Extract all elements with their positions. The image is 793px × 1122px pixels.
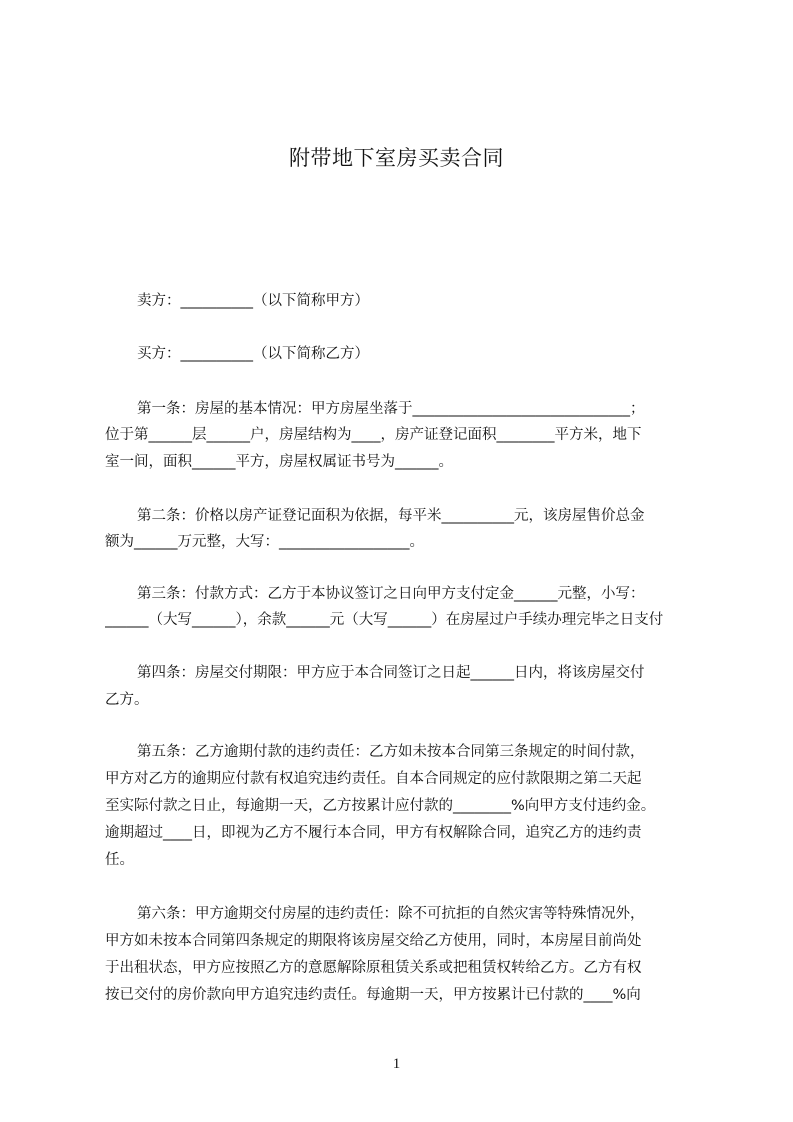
clause-6-line-2: 甲方如未按本合同第四条规定的期限将该房屋交给乙方使用，同时，本房屋目前尚处 [105,933,642,949]
seller-line: 卖方：__________（以下简称甲方） [137,293,369,309]
clause-6-line-4: 按已交付的房价款向甲方追究违约责任。每逾期一天，甲方按累计已付款的____%向 [105,987,641,1003]
clause-5-line-1: 第五条：乙方逾期付款的违约责任：乙方如未按本合同第三条规定的时间付款， [137,744,645,760]
clause-5-line-4: 逾期超过____日，即视为乙方不履行本合同，甲方有权解除合同，追究乙方的违约责 [105,825,642,841]
clause-1-line-1: 第一条：房屋的基本情况：甲方房屋坐落于______________________________； [137,401,645,417]
clause-6-line-3: 于出租状态，甲方应按照乙方的意愿解除原租赁关系或把租赁权转给乙方。乙方有权 [105,960,642,976]
buyer-line: 买方：__________（以下简称乙方） [137,346,369,362]
clause-6-line-1: 第六条：甲方逾期交付房屋的违约责任：除不可抗拒的自然灾害等特殊情况外， [137,906,645,922]
clause-1-line-2: 位于第______层______户，房屋结构为____，房产证登记面积________平方米，地下 [105,427,642,443]
clause-2-line-2: 额为______万元整，大写：__________________。 [105,534,424,550]
clause-5-line-2: 甲方对乙方的逾期应付款有权追究违约责任。自本合同规定的应付款限期之第二天起 [105,771,642,787]
clause-4-line-1: 第四条：房屋交付期限：甲方应于本合同签订之日起______日内，将该房屋交付 [137,665,645,681]
clause-5-line-3: 至实际付款之日止，每逾期一天，乙方按累计应付款的________%向甲方支付违约金。 [105,798,656,814]
clause-4-line-2: 乙方。 [105,692,149,708]
clause-3-line-2: ______（大写______），余款______元（大写______）在房屋过户手续办理完毕之日支付 [105,612,664,628]
clause-2-line-1: 第二条：价格以房产证登记面积为依据，每平米__________元，该房屋售价总金 [137,508,645,524]
clause-3-line-1: 第三条：付款方式：乙方于本协议签订之日向甲方支付定金______元整，小写： [137,586,645,602]
clause-5-line-5: 任。 [105,852,134,868]
page-number: 1 [392,1056,401,1072]
document-title: 附带地下室房买卖合同 [289,146,504,170]
clause-1-line-3: 室一间，面积______平方，房屋权属证书号为______。 [105,454,453,470]
